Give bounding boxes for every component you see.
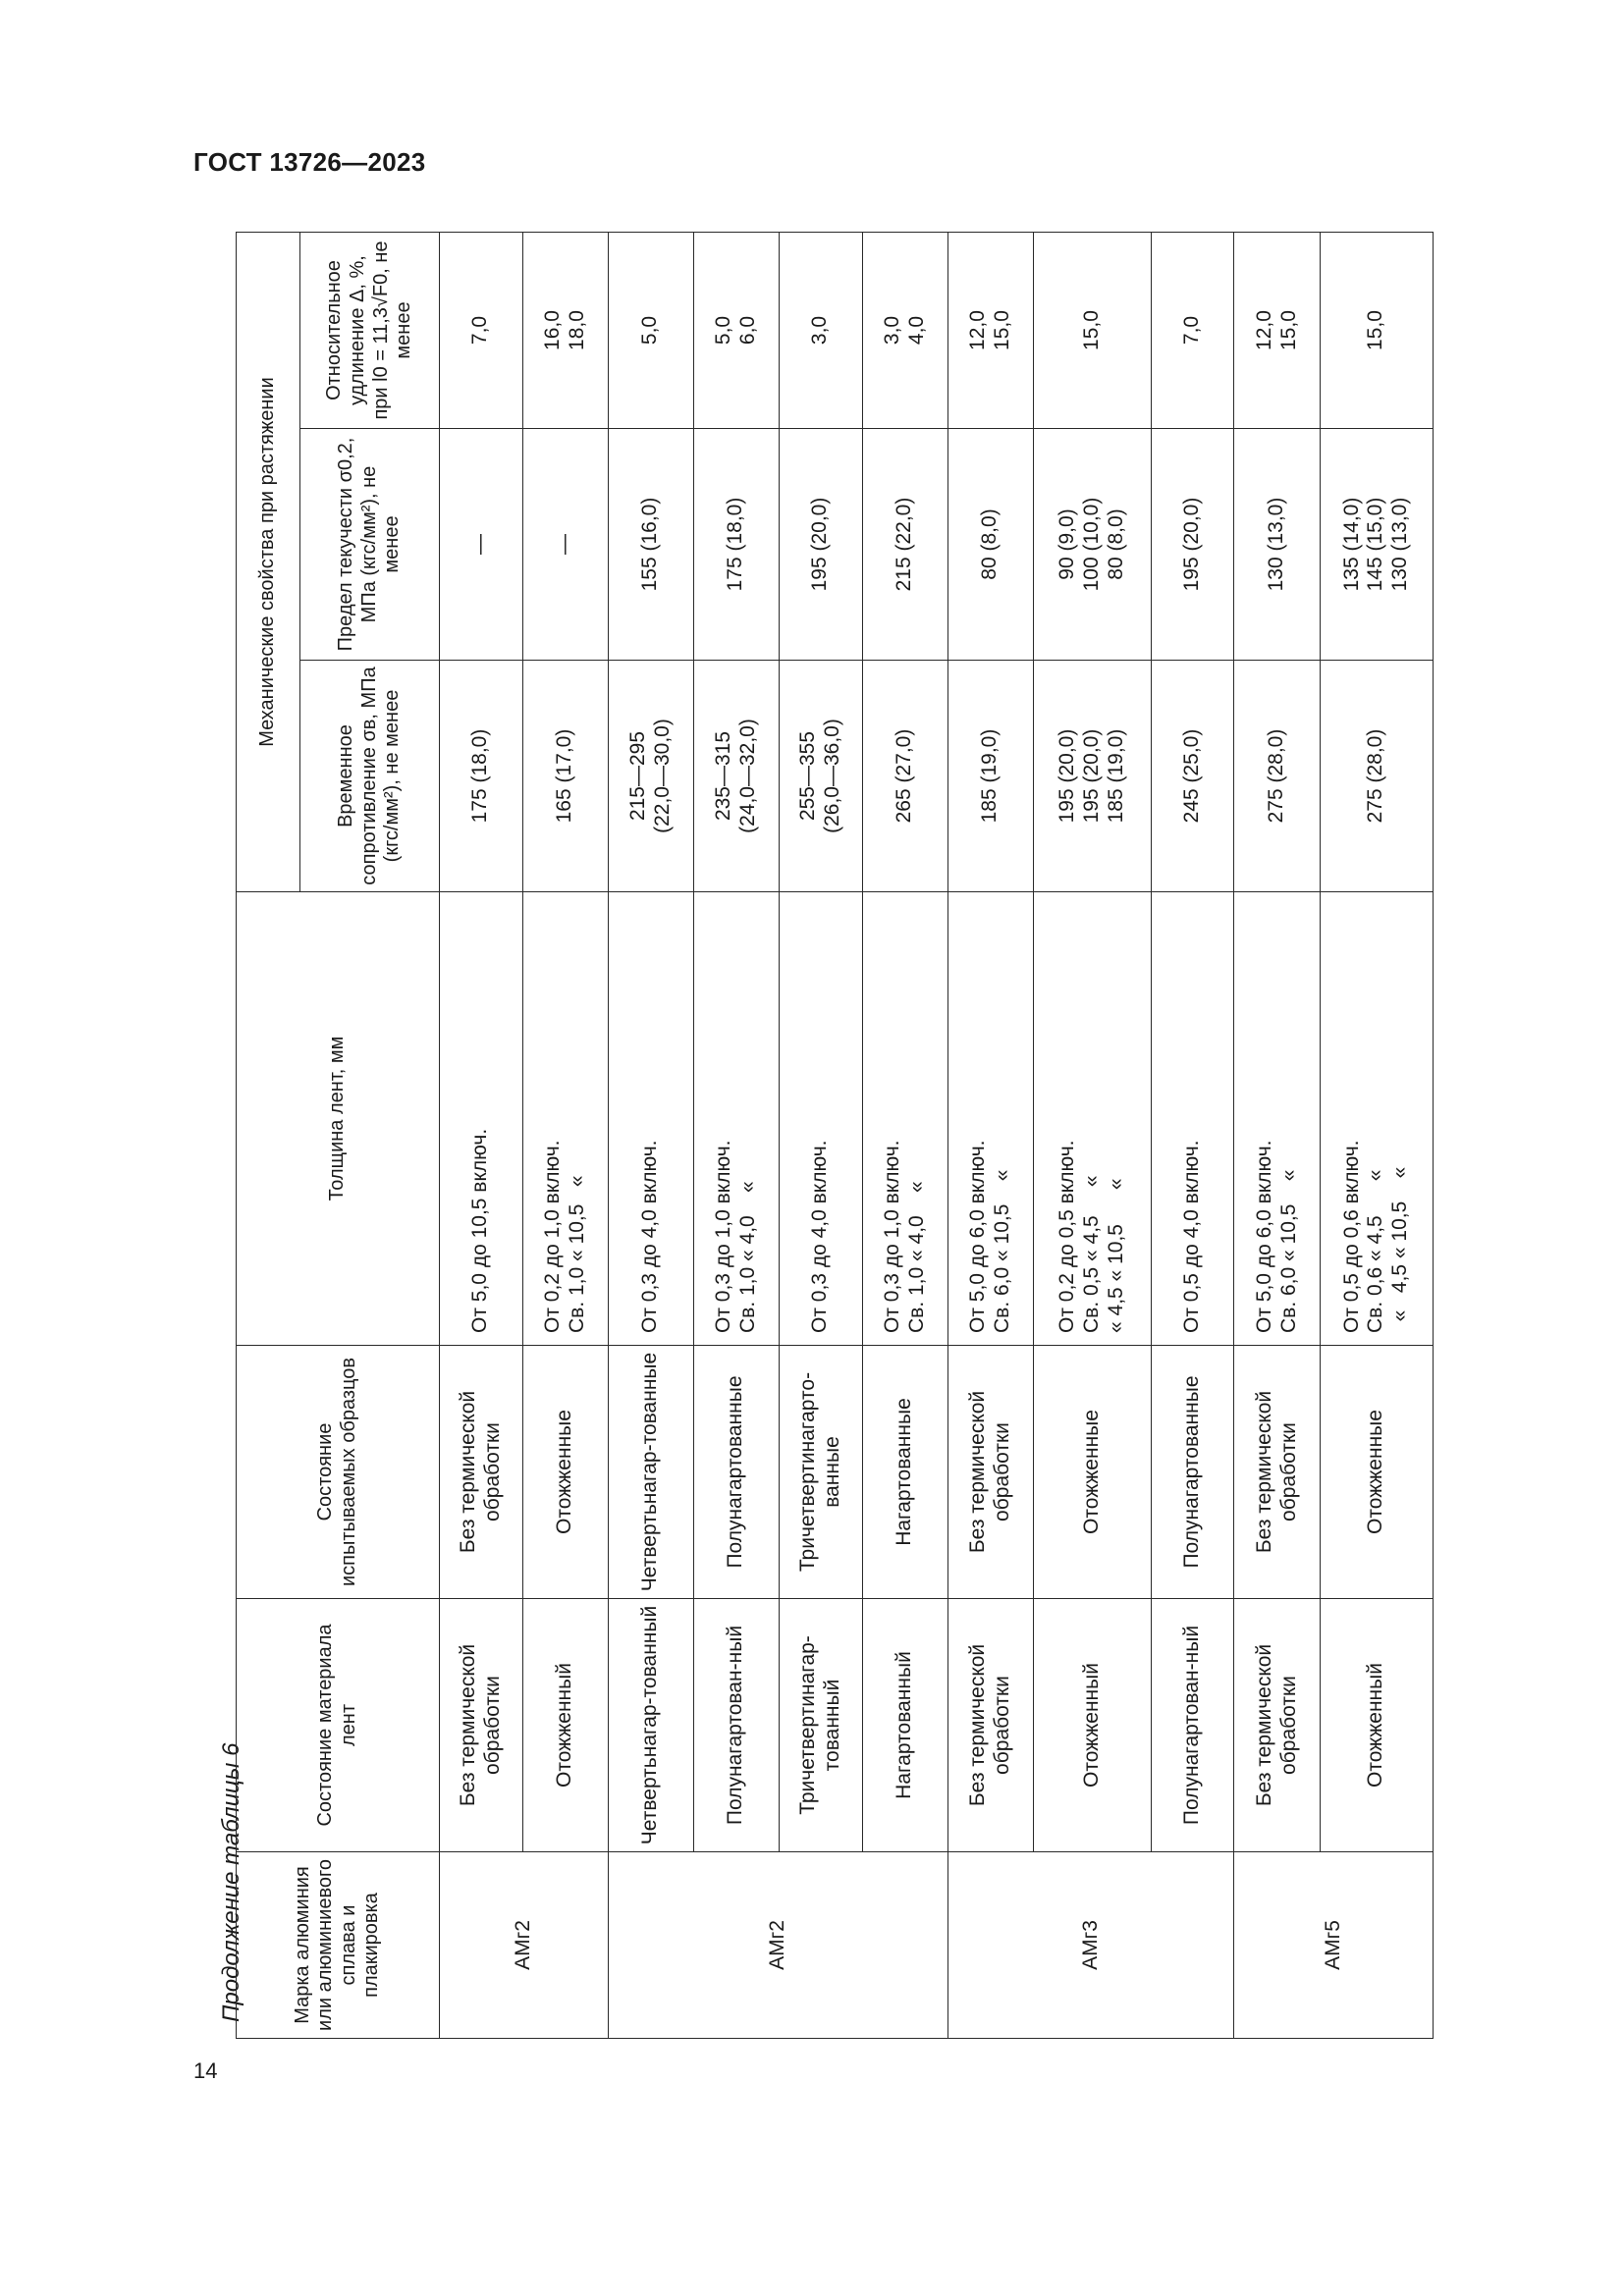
sample-state-cell: Без термической обработки xyxy=(439,1346,522,1599)
material-state-cell: Без термической обработки xyxy=(947,1599,1033,1852)
header-tensile xyxy=(300,661,439,892)
elongation-cell: 5,0 xyxy=(608,233,693,429)
material-state-cell: Отожженный xyxy=(1320,1599,1433,1852)
tensile-cell: 195 (20,0) 195 (20,0) 185 (19,0) xyxy=(1033,661,1151,892)
header-elongation-text: Относительное удлинение Δ, %, при l0 = 11,3√F0, не менее xyxy=(323,240,415,420)
sample-state-cell: Отожженные xyxy=(522,1346,608,1599)
thickness-cell: От 0,3 до 4,0 включ. xyxy=(779,892,862,1346)
header-mech-group: Механические свойства при растяжении xyxy=(237,233,300,892)
header-material-state: Состояние материала лент xyxy=(237,1599,440,1852)
page-number: 14 xyxy=(193,2058,218,2083)
standard-header: ГОСТ 13726—2023 xyxy=(193,147,426,177)
material-state-cell: Полунагартован-ный xyxy=(1151,1599,1234,1852)
yield-cell: 195 (20,0) xyxy=(1151,429,1234,661)
elongation-cell: 5,0 6,0 xyxy=(693,233,779,429)
sample-state-cell: Отожженные xyxy=(1320,1346,1433,1599)
yield-cell: 195 (20,0) xyxy=(779,429,862,661)
header-yield xyxy=(300,429,439,661)
grade-cell: АМг2 xyxy=(608,1852,947,2039)
tensile-cell: 215—295 (22,0—30,0) xyxy=(608,661,693,892)
sample-state-cell: Без термической обработки xyxy=(1234,1346,1320,1599)
yield-cell: 80 (8,0) xyxy=(947,429,1033,661)
tensile-cell: 265 (27,0) xyxy=(862,661,947,892)
sample-state-cell: Полунагартованные xyxy=(1151,1346,1234,1599)
sample-state-cell: Нагартованные xyxy=(862,1346,947,1599)
yield-cell: 90 (9,0) 100 (10,0) 80 (8,0) xyxy=(1033,429,1151,661)
table-row xyxy=(608,233,693,2039)
elongation-cell: 16,0 18,0 xyxy=(522,233,608,429)
thickness-cell: От 0,2 до 0,5 включ. Св. 0,5 « 4,5 « « 4,5 « 10,5 « xyxy=(1033,892,1151,1346)
thickness-cell: От 5,0 до 10,5 включ. xyxy=(439,892,522,1346)
material-state-cell: Полунагартован-ный xyxy=(693,1599,779,1852)
thickness-cell: От 0,3 до 1,0 включ. Св. 1,0 « 4,0 « xyxy=(862,892,947,1346)
yield-cell: — xyxy=(439,429,522,661)
sample-state-cell: Полунагартованные xyxy=(693,1346,779,1599)
header-elongation xyxy=(300,233,439,429)
material-state-cell: Без термической обработки xyxy=(439,1599,522,1852)
table-row xyxy=(693,233,779,2039)
thickness-cell: От 0,5 до 4,0 включ. xyxy=(1151,892,1234,1346)
yield-cell: 215 (22,0) xyxy=(862,429,947,661)
thickness-cell: От 0,5 до 0,6 включ. Св. 0,6 « 4,5 « « 4,5 « 10,5 « xyxy=(1320,892,1433,1346)
yield-cell: — xyxy=(522,429,608,661)
tensile-cell: 245 (25,0) xyxy=(1151,661,1234,892)
tensile-cell: 275 (28,0) xyxy=(1234,661,1320,892)
table-row xyxy=(779,233,862,2039)
sample-state-cell: Отожженные xyxy=(1033,1346,1151,1599)
header-tensile-text: Временное сопротивление σв, МПа (кгс/мм²), не менее xyxy=(335,667,404,885)
material-state-cell: Тричетвертинагар-тованный xyxy=(779,1599,862,1852)
sample-state-cell: Четвертьнагар-тованные xyxy=(608,1346,693,1599)
table-row xyxy=(1320,233,1433,2039)
tensile-cell: 235—315 (24,0—32,0) xyxy=(693,661,779,892)
header-yield-text: Предел текучести σ0,2, МПа (кгс/мм²), не менее xyxy=(335,437,404,652)
table-row xyxy=(947,233,1033,2039)
tensile-cell: 175 (18,0) xyxy=(439,661,522,892)
table-caption: Продолжение таблицы 6 xyxy=(218,1742,244,2022)
table-row xyxy=(862,233,947,2039)
header-sample-state: Состояние испытываемых образцов xyxy=(237,1346,440,1599)
yield-cell: 155 (16,0) xyxy=(608,429,693,661)
elongation-cell: 15,0 xyxy=(1033,233,1151,429)
mechanical-properties-table xyxy=(236,232,1434,2039)
elongation-cell: 12,0 15,0 xyxy=(1234,233,1320,429)
elongation-cell: 7,0 xyxy=(1151,233,1234,429)
thickness-cell: От 0,3 до 1,0 включ. Св. 1,0 « 4,0 « xyxy=(693,892,779,1346)
yield-cell: 135 (14,0) 145 (15,0) 130 (13,0) xyxy=(1320,429,1433,661)
elongation-cell: 15,0 xyxy=(1320,233,1433,429)
table-row xyxy=(1151,233,1234,2039)
material-state-cell: Без термической обработки xyxy=(1234,1599,1320,1852)
tensile-cell: 165 (17,0) xyxy=(522,661,608,892)
thickness-cell: От 5,0 до 6,0 включ. Св. 6,0 « 10,5 « xyxy=(947,892,1033,1346)
table-row xyxy=(522,233,608,2039)
yield-cell: 175 (18,0) xyxy=(693,429,779,661)
material-state-cell: Нагартованный xyxy=(862,1599,947,1852)
grade-cell: АМг5 xyxy=(1234,1852,1434,2039)
table-row xyxy=(1033,233,1151,2039)
rotated-table-wrapper xyxy=(236,233,1434,2039)
grade-cell: АМг3 xyxy=(947,1852,1234,2039)
yield-cell: 130 (13,0) xyxy=(1234,429,1320,661)
material-state-cell: Отожженный xyxy=(522,1599,608,1852)
material-state-cell: Четвертьнагар-тованный xyxy=(608,1599,693,1852)
table-body xyxy=(237,233,1434,2039)
table-row xyxy=(1234,233,1320,2039)
sample-state-cell: Тричетвертинагарто-ванные xyxy=(779,1346,862,1599)
table-row xyxy=(439,233,522,2039)
tensile-cell: 185 (19,0) xyxy=(947,661,1033,892)
header-thickness: Толщина лент, мм xyxy=(237,892,440,1346)
elongation-cell: 7,0 xyxy=(439,233,522,429)
thickness-cell: От 0,2 до 1,0 включ. Св. 1,0 « 10,5 « xyxy=(522,892,608,1346)
tensile-cell: 255—355 (26,0—36,0) xyxy=(779,661,862,892)
material-state-cell: Отожженный xyxy=(1033,1599,1151,1852)
header-grade: Марка алюминия или алюминиевого сплава и плакировка xyxy=(237,1852,440,2039)
grade-cell: АМг2 xyxy=(439,1852,608,2039)
elongation-cell: 3,0 4,0 xyxy=(862,233,947,429)
thickness-cell: От 5,0 до 6,0 включ. Св. 6,0 « 10,5 « xyxy=(1234,892,1320,1346)
elongation-cell: 12,0 15,0 xyxy=(947,233,1033,429)
elongation-cell: 3,0 xyxy=(779,233,862,429)
sample-state-cell: Без термической обработки xyxy=(947,1346,1033,1599)
thickness-cell: От 0,3 до 4,0 включ. xyxy=(608,892,693,1346)
tensile-cell: 275 (28,0) xyxy=(1320,661,1433,892)
